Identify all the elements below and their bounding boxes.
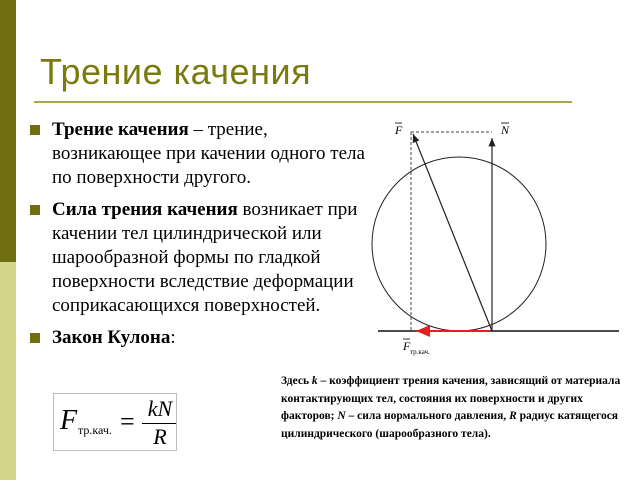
- note-symbol-k: k: [311, 375, 318, 387]
- label-n: N: [501, 123, 510, 137]
- label-ftr: F: [403, 339, 411, 353]
- slide-title: Трение качения: [40, 51, 312, 92]
- formula-equals: =: [120, 407, 135, 436]
- label-f: F: [395, 123, 403, 137]
- rolling-friction-diagram: [370, 112, 620, 362]
- note-part: Здесь: [281, 375, 312, 387]
- label-ftr-subscript: тр.кач.: [410, 348, 430, 356]
- sidebar-accent-light: [0, 262, 16, 480]
- formula-subscript: тр.кач.: [78, 423, 112, 437]
- note-part: – коэффициент трения качения, зависящий от материала контактирующих тел, состояния их поверхности и других факторов;: [281, 375, 621, 422]
- bullet-term: Закон Кулона: [52, 327, 171, 348]
- formula-force-symbol: F: [60, 405, 78, 436]
- rolling-circle: [372, 157, 546, 331]
- bullet-marker-icon: [30, 125, 40, 135]
- bullet-list: [28, 118, 373, 358]
- explanation-note: [281, 373, 621, 443]
- bullet-text: возникает при качении тел цилиндрической или шарообразной формы по гладкой поверхности вследствие деформации соприкасающихся поверхностей.: [52, 199, 358, 316]
- note-part: радиус катящегося цилиндрического (шарообразного тела).: [281, 410, 619, 440]
- bullet-text: :: [170, 327, 176, 348]
- bullet-term: Сила трения качения: [52, 199, 238, 220]
- coulomb-formula: [53, 393, 177, 451]
- note-symbol-r: R: [509, 410, 517, 422]
- bullet-marker-icon: [30, 333, 40, 343]
- bullet-force: [28, 198, 373, 318]
- formula-numerator: kN: [147, 396, 173, 421]
- note-symbol-n: N: [337, 410, 346, 422]
- bullet-term: Трение качения: [52, 119, 189, 140]
- bullet-text: – трение, возникающее при качении одного тела по поверхности другого.: [52, 119, 365, 188]
- bullet-marker-icon: [30, 205, 40, 215]
- bullet-law: [28, 326, 373, 350]
- bullet-definition: [28, 118, 373, 190]
- note-part: – сила нормального давления,: [345, 410, 510, 422]
- sidebar-accent-dark: [0, 0, 16, 262]
- formula-denominator: R: [153, 424, 167, 449]
- force-f-arrow: [413, 134, 492, 331]
- title-divider: [34, 101, 572, 103]
